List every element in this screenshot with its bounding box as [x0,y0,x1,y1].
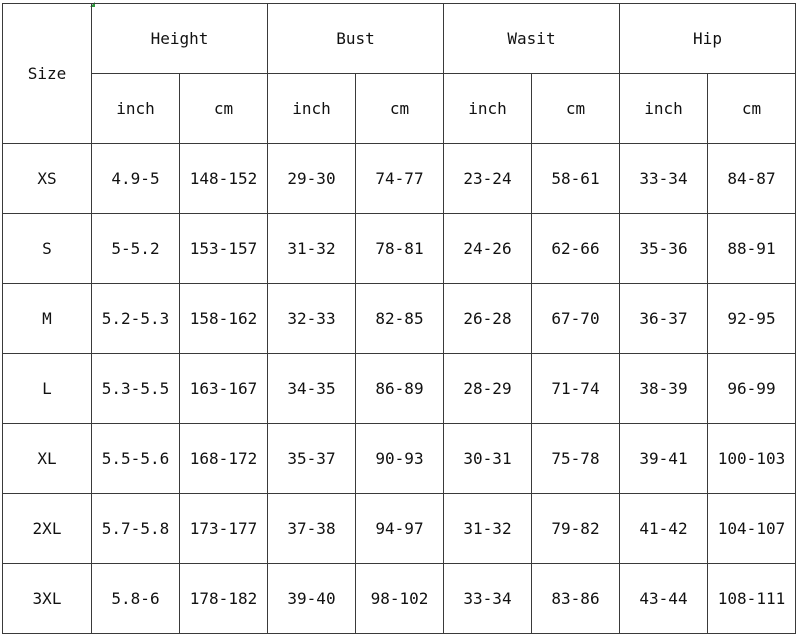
cell-height-inch: 5.7-5.8 [92,494,180,564]
cell-bust-inch: 35-37 [268,424,356,494]
cell-size: 2XL [3,494,92,564]
unit-bust-inch: inch [268,74,356,144]
cell-hip-cm: 92-95 [708,284,796,354]
cell-waist-inch: 30-31 [444,424,532,494]
cell-bust-cm: 98-102 [356,564,444,634]
cell-bust-inch: 31-32 [268,214,356,284]
unit-waist-cm: cm [532,74,620,144]
cell-bust-cm: 74-77 [356,144,444,214]
cell-hip-inch: 43-44 [620,564,708,634]
cell-waist-inch: 24-26 [444,214,532,284]
cell-hip-cm: 104-107 [708,494,796,564]
cell-waist-cm: 83-86 [532,564,620,634]
cell-bust-inch: 34-35 [268,354,356,424]
cell-waist-cm: 62-66 [532,214,620,284]
table-row [3,424,796,494]
cell-bust-inch: 32-33 [268,284,356,354]
cell-height-inch: 5.5-5.6 [92,424,180,494]
table-row [3,354,796,424]
header-bust: Bust [268,4,444,74]
header-hip: Hip [620,4,796,74]
cell-waist-inch: 26-28 [444,284,532,354]
cell-waist-cm: 79-82 [532,494,620,564]
cell-hip-cm: 108-111 [708,564,796,634]
header-row-units [3,74,796,144]
unit-hip-cm: cm [708,74,796,144]
unit-waist-inch: inch [444,74,532,144]
header-row-groups [3,4,796,74]
cell-height-cm: 163-167 [180,354,268,424]
cell-bust-inch: 37-38 [268,494,356,564]
cell-hip-inch: 35-36 [620,214,708,284]
cell-bust-cm: 86-89 [356,354,444,424]
header-waist: Wasit [444,4,620,74]
table-row [3,284,796,354]
cell-bust-cm: 78-81 [356,214,444,284]
header-height: Height [92,4,268,74]
cell-size: XL [3,424,92,494]
cell-bust-inch: 29-30 [268,144,356,214]
size-chart-table [2,3,796,634]
table-row [3,214,796,284]
cell-height-inch: 5.3-5.5 [92,354,180,424]
cell-size: L [3,354,92,424]
cell-bust-cm: 90-93 [356,424,444,494]
cell-waist-cm: 67-70 [532,284,620,354]
cell-hip-inch: 33-34 [620,144,708,214]
cell-height-inch: 5.2-5.3 [92,284,180,354]
table-row [3,144,796,214]
cell-hip-inch: 39-41 [620,424,708,494]
cell-hip-inch: 38-39 [620,354,708,424]
cell-waist-inch: 31-32 [444,494,532,564]
cell-waist-inch: 28-29 [444,354,532,424]
cell-height-cm: 153-157 [180,214,268,284]
cell-height-inch: 5-5.2 [92,214,180,284]
cell-waist-cm: 58-61 [532,144,620,214]
cell-height-cm: 168-172 [180,424,268,494]
unit-hip-inch: inch [620,74,708,144]
unit-height-cm: cm [180,74,268,144]
cell-size: M [3,284,92,354]
table-row [3,494,796,564]
unit-bust-cm: cm [356,74,444,144]
cell-height-inch: 4.9-5 [92,144,180,214]
header-size: Size [3,4,92,144]
cell-height-cm: 178-182 [180,564,268,634]
cell-bust-inch: 39-40 [268,564,356,634]
cell-bust-cm: 82-85 [356,284,444,354]
cell-height-cm: 173-177 [180,494,268,564]
cell-bust-cm: 94-97 [356,494,444,564]
cell-waist-cm: 75-78 [532,424,620,494]
cell-hip-inch: 41-42 [620,494,708,564]
cell-waist-cm: 71-74 [532,354,620,424]
unit-height-inch: inch [92,74,180,144]
cell-hip-cm: 100-103 [708,424,796,494]
cell-height-cm: 158-162 [180,284,268,354]
cell-size: S [3,214,92,284]
cell-hip-cm: 96-99 [708,354,796,424]
cell-waist-inch: 33-34 [444,564,532,634]
cell-height-cm: 148-152 [180,144,268,214]
cell-size: 3XL [3,564,92,634]
table-row [3,564,796,634]
size-chart-body [3,4,796,634]
cell-hip-cm: 88-91 [708,214,796,284]
cell-height-inch: 5.8-6 [92,564,180,634]
cell-waist-inch: 23-24 [444,144,532,214]
cell-size: XS [3,144,92,214]
cell-hip-cm: 84-87 [708,144,796,214]
cell-hip-inch: 36-37 [620,284,708,354]
